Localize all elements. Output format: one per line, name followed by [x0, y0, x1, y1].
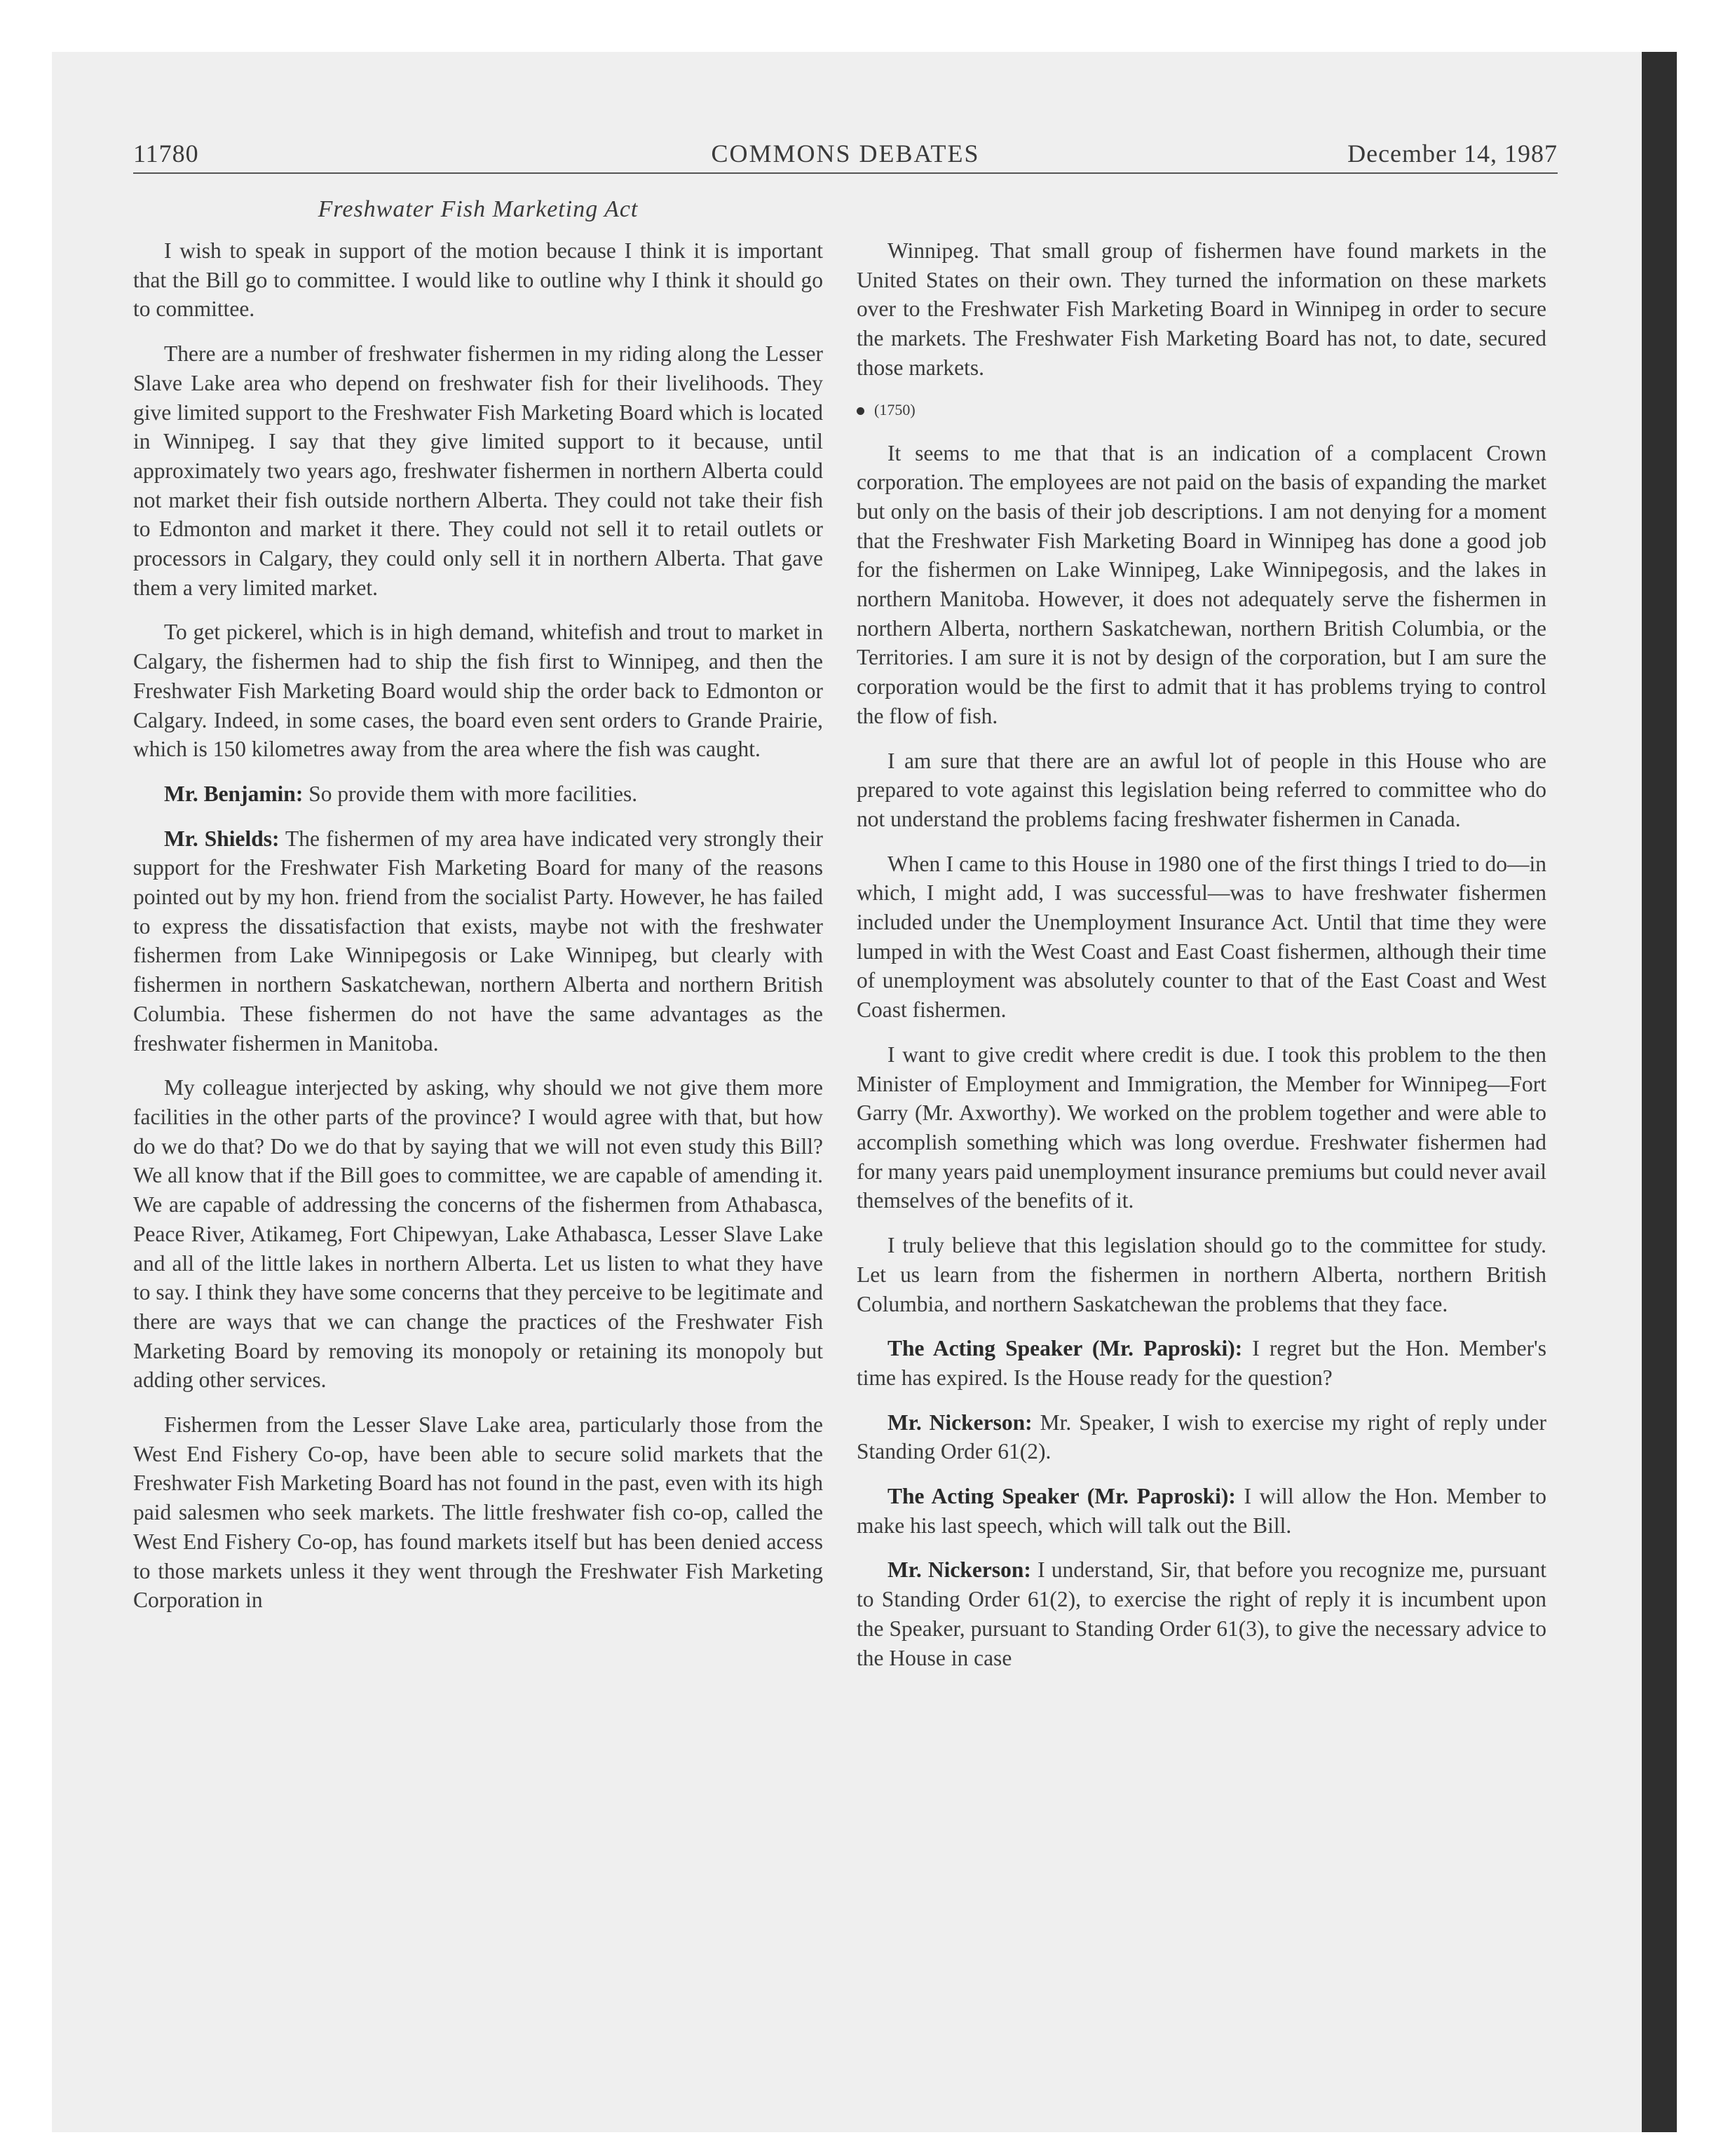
- paragraph: [857, 1334, 1546, 1392]
- page-number: 11780: [133, 139, 199, 168]
- paragraph: Fishermen from the Lesser Slave Lake area, particularly those from the West End Fishery Co-op, have been able to secure solid markets that the Freshwater Fish Marketing Board has not found in the past, even with its high paid salesmen who seek markets. The little freshwater fish co-op, called the West End Fishery Co-op, has found markets itself but has been denied access to those markets unless it they went through the Freshwater Fish Marketing Corporation in: [133, 1412, 823, 1613]
- speech-text: So provide them with more facilities.: [303, 781, 638, 806]
- publication-title: COMMONS DEBATES: [711, 139, 980, 168]
- paragraph: [857, 1408, 1546, 1466]
- paragraph: To get pickerel, which is in high demand, whitefish and trout to market in Calgary, the fishermen had to ship the fish first to Winnipeg, and then the Freshwater Fish Marketing Board would ship the order back to Edmonton or Calgary. Indeed, in some cases, the board even sent orders to Grande Prairie, which is 150 kilometres away from the area where the fish was caught.: [133, 620, 823, 762]
- speech-text: Mr. Speaker, I wish to exercise my right of reply under Standing Order 61(2).: [857, 1410, 1546, 1464]
- binding-edge: [1642, 52, 1677, 2132]
- paragraph: I truly believe that this legislation should go to the committee for study. Let us learn from the fishermen in northern Alberta, northern British Columbia, and northern Saskatchewan the problems that they face.: [857, 1233, 1546, 1316]
- paragraph: Winnipeg. That small group of fishermen have found markets in the United States on their own. They turned the information on these markets over to the Freshwater Fish Marketing Board in Winnipeg in order to secure the markets. The Freshwater Fish Marketing Board has not, to date, secured those markets.: [857, 238, 1546, 380]
- speaker-name: The Acting Speaker (Mr. Paproski):: [887, 1336, 1243, 1361]
- paragraph: There are a number of freshwater fishermen in my riding along the Lesser Slave Lake area who depend on freshwater fish for their livelihoods. They give limited support to the Freshwater Fish Marketing Board which is located in Winnipeg. I say that they give limited support to it because, until approximately two years ago, freshwater fishermen in northern Alberta could not market their fish outside northern Alberta. They could not take their fish to Edmonton and market it there. They could not sell it to retail outlets or processors in Calgary, they could only sell it in northern Alberta. That gave them a very limited market.: [133, 341, 823, 600]
- paragraph: When I came to this House in 1980 one of the first things I tried to do—in which, I might add, I was successful—was to have freshwater fishermen included under the Unemployment Insurance Act. Until that time they were lumped in with the West Coast and East Coast fishermen, although their time of unemployment was absolutely counter to that of the East Coast and West Coast fishermen.: [857, 851, 1546, 1023]
- speaker-name: Mr. Benjamin:: [164, 781, 304, 806]
- speech-text: I regret but the Hon. Member's time has expired. Is the House ready for the question?: [857, 1336, 1546, 1390]
- paragraph: I am sure that there are an awful lot of people in this House who are prepared to vote against this legislation being referred to committee who do not understand the problems facing freshwater fishermen in Canada.: [857, 748, 1546, 831]
- bullet-icon: [857, 407, 864, 415]
- running-header: [133, 139, 1558, 174]
- paragraph: I wish to speak in support of the motion because I think it is important that the Bill go to committee. I would like to outline why I think it should go to committee.: [133, 238, 823, 322]
- time-marker: [857, 398, 1546, 422]
- paragraph: [133, 824, 823, 1058]
- right-column: [857, 236, 1546, 1688]
- time-marker-text: (1750): [874, 400, 916, 418]
- section-subtitle: Freshwater Fish Marketing Act: [318, 196, 639, 222]
- paragraph: [133, 779, 823, 809]
- speaker-name: Mr. Nickerson:: [887, 1557, 1031, 1583]
- speech-text: I will allow the Hon. Member to make his last speech, which will talk out the Bill.: [857, 1484, 1547, 1538]
- paragraph: My colleague interjected by asking, why should we not give them more facilities in the other parts of the province? I would agree with that, but how do we do that? Do we do that by saying that we will not even study this Bill? We all know that if the Bill goes to committee, we are capable of amending it. We are capable of addressing the concerns of the fishermen from Athabasca, Peace River, Atikameg, Fort Chipewyan, Lake Athabasca, Lesser Slave Lake and all of the little lakes in northern Alberta. Let us listen to what they have to say. I think they have some concerns that they perceive to be legitimate and there are ways that we can change the practices of the Freshwater Fish Marketing Board by removing its monopoly or retaining its monopoly but adding other services.: [133, 1075, 823, 1393]
- paragraph: I want to give credit where credit is due. I took this problem to the then Minister of Employment and Immigration, the Member for Winnipeg—Fort Garry (Mr. Axworthy). We worked on the problem together and were able to accomplish something which was long overdue. Freshwater fishermen had for many years paid unemployment insurance premiums but could never avail themselves of the benefits of it.: [857, 1042, 1546, 1213]
- speech-text: I understand, Sir, that before you recognize me, pursuant to Standing Order 61(2), to exercise the right of reply it is incumbent upon the Speaker, pursuant to Standing Order 61(3), to give the necessary advice to the House in case: [857, 1557, 1546, 1670]
- paragraph: It seems to me that that is an indication of a complacent Crown corporation. The employees are not paid on the basis of expanding the market but only on the basis of their job descriptions. I am not denying for a moment that the Freshwater Fish Marketing Board in Winnipeg has done a good job for the fishermen on Lake Winnipeg, Lake Winnipegosis, and the lakes in northern Manitoba. However, it does not adequately serve the fishermen in northern Alberta, northern Saskatchewan, northern British Columbia, or the Territories. I am sure it is not by design of the corporation, but I am sure the corporation would be the first to admit that it has problems trying to control the flow of fish.: [857, 440, 1546, 728]
- speaker-name: Mr. Shields:: [164, 826, 280, 851]
- speaker-name: Mr. Nickerson:: [887, 1410, 1033, 1435]
- speaker-name: The Acting Speaker (Mr. Paproski):: [887, 1484, 1236, 1509]
- left-column: [133, 236, 823, 1630]
- paragraph: [857, 1555, 1546, 1672]
- speech-text: The fishermen of my area have indicated very strongly their support for the Freshwater Fish Marketing Board for many of the reasons pointed out by my hon. friend from the socialist Party. However, he has failed to express the dissatisfaction that exists, maybe not with the freshwater fishermen from Lake Winnipegosis or Lake Winnipeg, but clearly with fishermen in northern Saskatchewan, northern Alberta and northern British Columbia. These fishermen do not have the same advantages as the freshwater fishermen in Manitoba.: [133, 826, 823, 1056]
- paragraph: [857, 1482, 1546, 1540]
- header-date: December 14, 1987: [1347, 139, 1558, 168]
